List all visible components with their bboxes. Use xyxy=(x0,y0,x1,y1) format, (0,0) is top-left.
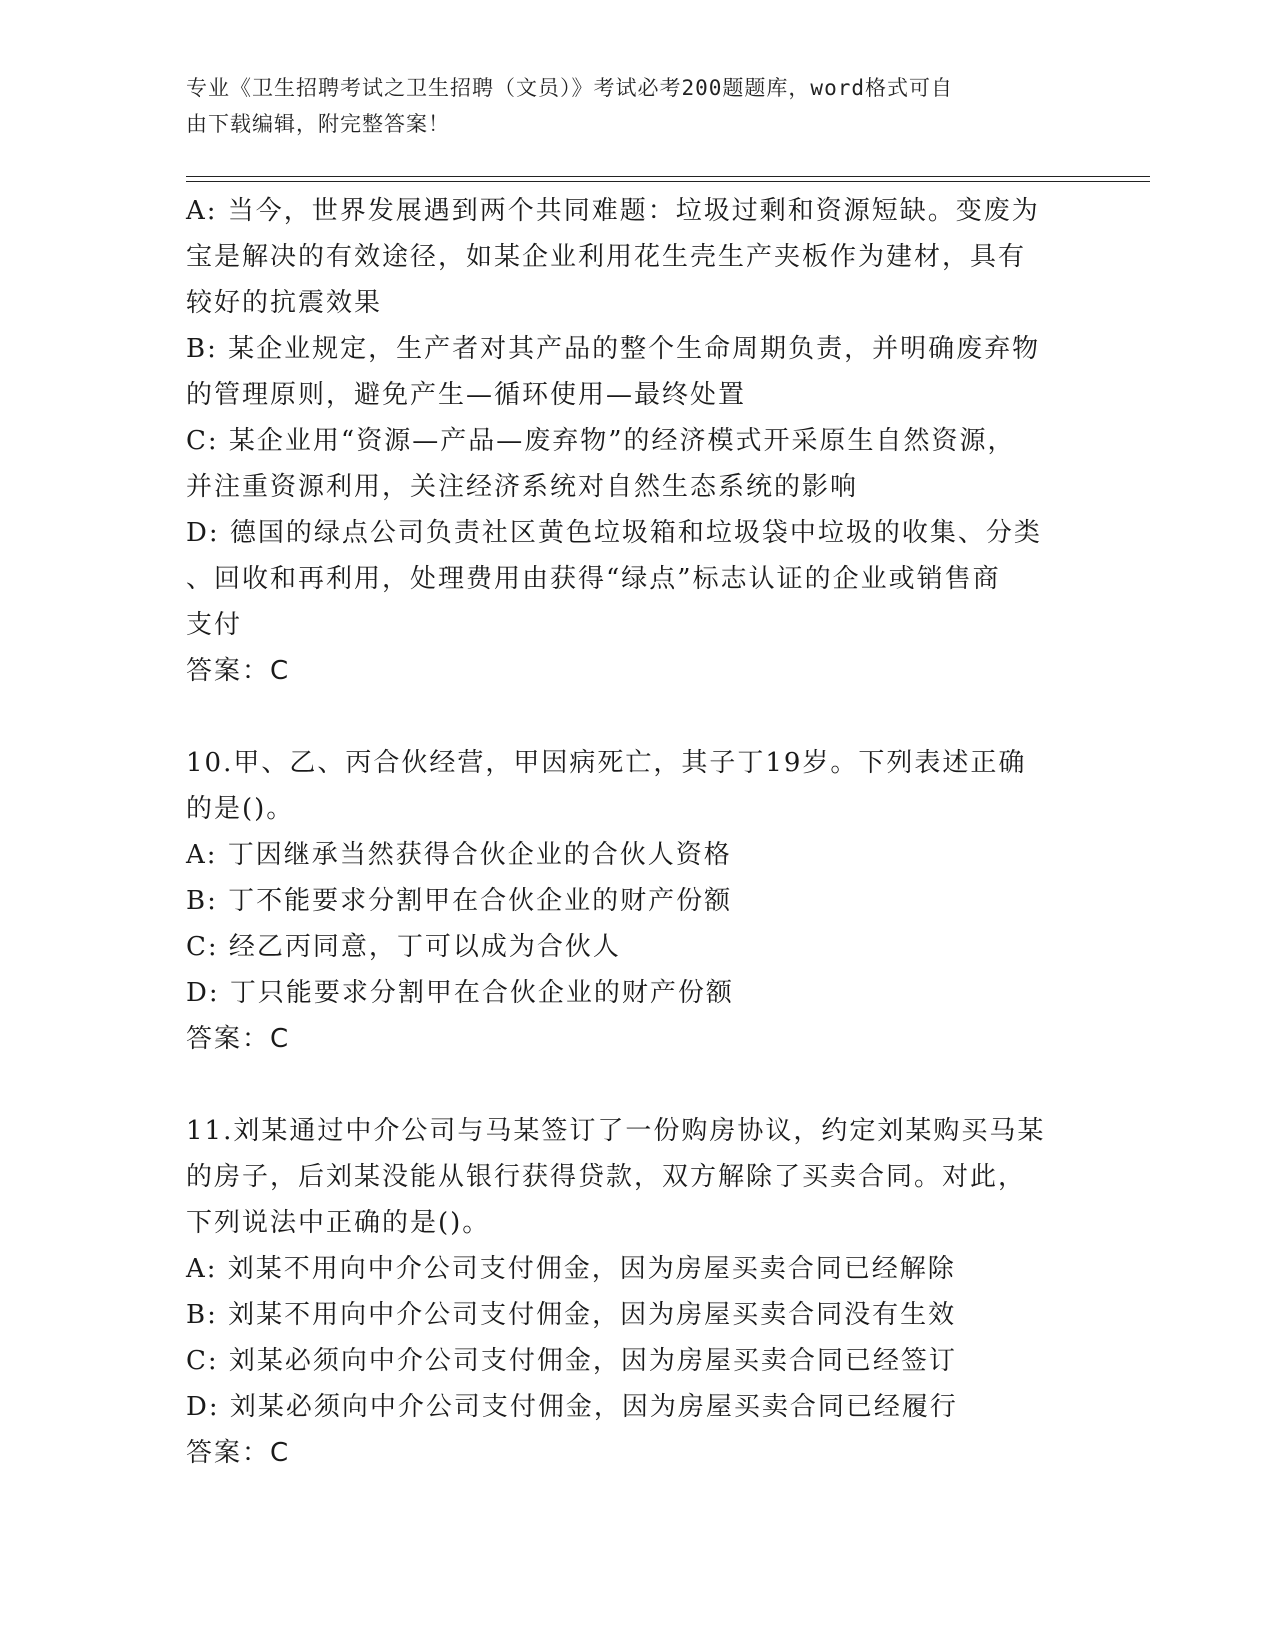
q11-option-a: A: 刘某不用向中介公司支付佣金，因为房屋买卖合同已经解除 xyxy=(186,1254,956,1284)
q10-answer: 答案：C xyxy=(186,1024,291,1054)
header-divider-bottom xyxy=(186,181,1150,182)
q9-option-d-line-1: D: 德国的绿点公司负责社区黄色垃圾箱和垃圾袋中垃圾的收集、分类 xyxy=(186,518,1042,548)
q11-answer: 答案：C xyxy=(186,1438,291,1468)
question-9 xyxy=(186,188,1106,694)
q11-option-b: B: 刘某不用向中介公司支付佣金，因为房屋买卖合同没有生效 xyxy=(186,1300,957,1330)
q9-answer: 答案：C xyxy=(186,656,291,686)
q11-stem-line-2: 的房子，后刘某没能从银行获得贷款，双方解除了买卖合同。对此， xyxy=(186,1162,1027,1192)
q11-option-d: D: 刘某必须向中介公司支付佣金，因为房屋买卖合同已经履行 xyxy=(186,1392,958,1422)
q11-stem-line-1: 11.刘某通过中介公司与马某签订了一份购房协议，约定刘某购买马某 xyxy=(186,1116,1046,1146)
spacer xyxy=(186,1062,1106,1108)
q11-stem-line-3: 下列说法中正确的是()。 xyxy=(186,1208,491,1238)
question-11 xyxy=(186,1108,1106,1476)
spacer xyxy=(186,694,1106,740)
header-divider-top xyxy=(186,176,1150,177)
question-10 xyxy=(186,740,1106,1062)
q10-stem-line-1: 10.甲、乙、丙合伙经营，甲因病死亡，其子丁19岁。下列表述正确 xyxy=(186,748,1027,778)
q9-option-c-line-2: 并注重资源利用，关注经济系统对自然生态系统的影响 xyxy=(186,472,859,502)
q10-option-c: C: 经乙丙同意，丁可以成为合伙人 xyxy=(186,932,621,962)
q9-option-d-line-3: 支付 xyxy=(186,610,243,640)
header-line-1: 专业《卫生招聘考试之卫生招聘（文员）》考试必考200题题库，word格式可自 xyxy=(186,76,953,100)
document-body xyxy=(186,188,1106,1476)
q9-option-d-line-2: 、回收和再利用，处理费用由获得“绿点”标志认证的企业或销售商 xyxy=(186,564,1001,594)
q11-option-c: C: 刘某必须向中介公司支付佣金，因为房屋买卖合同已经签订 xyxy=(186,1346,957,1376)
q9-option-a-line-1: A: 当今，世界发展遇到两个共同难题：垃圾过剩和资源短缺。变废为 xyxy=(186,196,1040,226)
q10-option-d: D: 丁只能要求分割甲在合伙企业的财产份额 xyxy=(186,978,734,1008)
q9-option-c-line-1: C: 某企业用“资源—产品—废弃物”的经济模式开采原生自然资源， xyxy=(186,426,1016,456)
q10-option-b: B: 丁不能要求分割甲在合伙企业的财产份额 xyxy=(186,886,733,916)
q9-option-a-line-3: 较好的抗震效果 xyxy=(186,288,383,318)
header-line-2: 由下载编辑，附完整答案！ xyxy=(186,112,450,136)
q9-option-b-line-2: 的管理原则，避免产生—循环使用—最终处置 xyxy=(186,380,747,410)
document-header xyxy=(186,70,1066,142)
q10-option-a: A: 丁因继承当然获得合伙企业的合伙人资格 xyxy=(186,840,732,870)
q10-stem-line-2: 的是()。 xyxy=(186,794,295,824)
q9-option-a-line-2: 宝是解决的有效途径，如某企业利用花生壳生产夹板作为建材，具有 xyxy=(186,242,1027,272)
q9-option-b-line-1: B: 某企业规定，生产者对其产品的整个生命周期负责，并明确废弃物 xyxy=(186,334,1041,364)
